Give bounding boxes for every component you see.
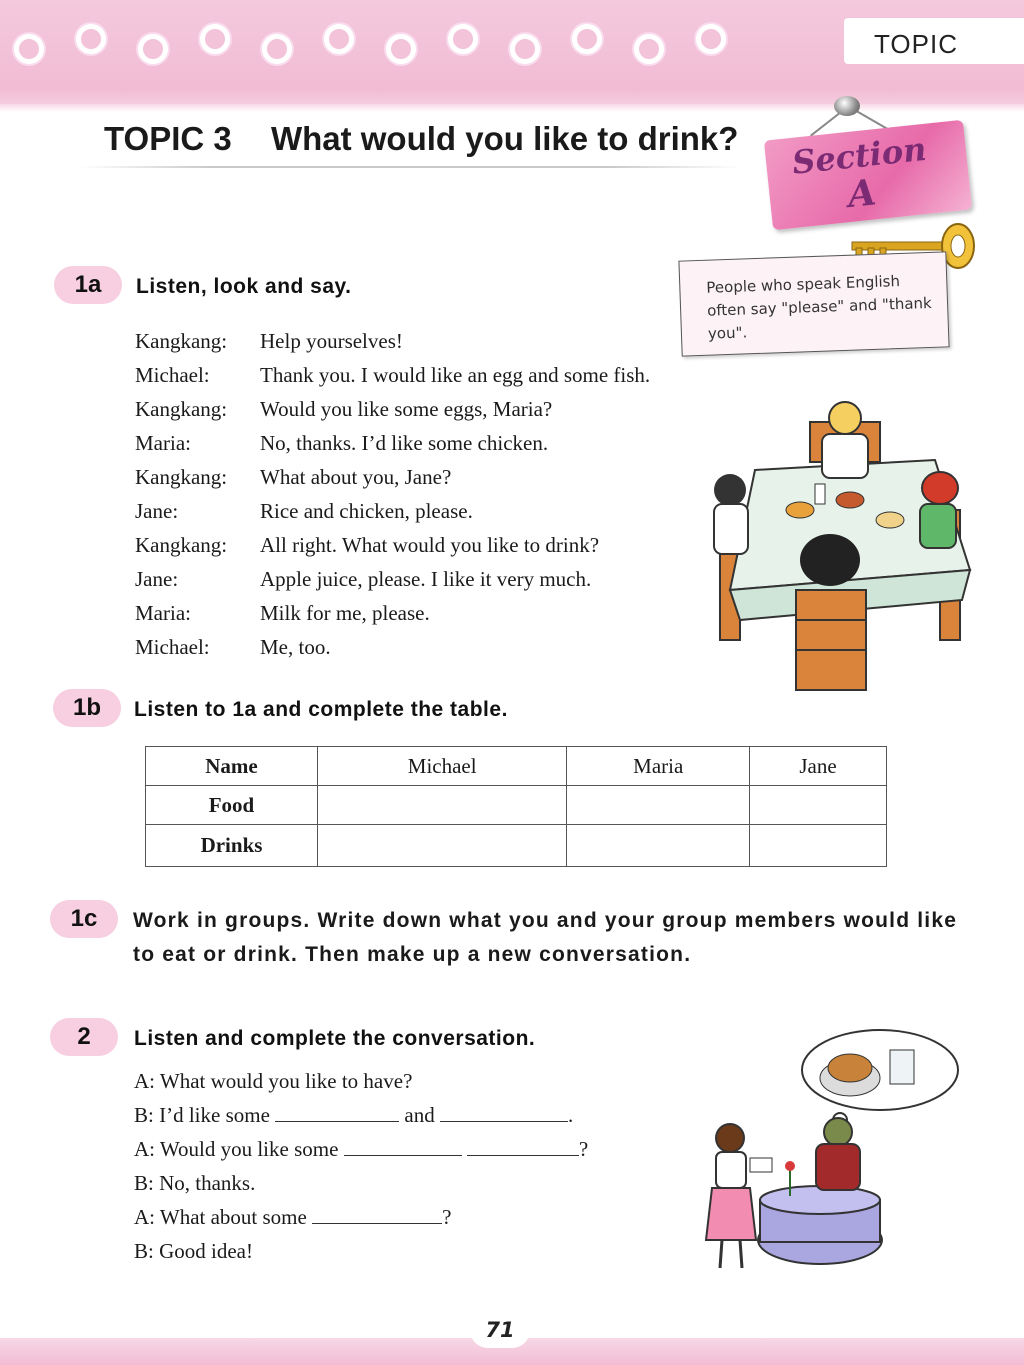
exercise-1a-badge: 1a [54, 266, 122, 304]
conversation-line [134, 1200, 588, 1234]
conversation-text: A: What about some [134, 1205, 307, 1229]
utterance: Help yourselves! [260, 329, 403, 353]
utterance: Rice and chicken, please. [260, 499, 473, 523]
answer-blank[interactable] [312, 1202, 442, 1224]
table-blank-cell[interactable] [318, 825, 567, 867]
table-header-row [146, 747, 887, 786]
conversation-line [134, 1234, 588, 1268]
table-row-label: Food [146, 786, 318, 825]
speaker: Jane: [135, 499, 179, 523]
dialogue-1a [135, 324, 735, 664]
conversation-text: A: What would you like to have? [134, 1069, 413, 1093]
speaker: Kangkang: [135, 465, 228, 489]
food-drinks-table [145, 746, 887, 867]
conversation-text: B: I’d like some [134, 1103, 270, 1127]
table-row [146, 786, 887, 825]
pin-icon [834, 96, 860, 116]
dialogue-line [135, 562, 735, 596]
dialogue-line [135, 630, 735, 664]
table-header-cell: Michael [318, 747, 567, 786]
dialogue-line [135, 596, 735, 630]
utterance: What about you, Jane? [260, 465, 452, 489]
utterance: Thank you. I would like an egg and some fish. [260, 363, 651, 387]
table-row-label: Drinks [146, 825, 318, 867]
conversation-line [134, 1098, 588, 1132]
topic-question: What would you like to drink? [270, 120, 739, 157]
dialogue-line [135, 426, 735, 460]
topic-tab-label: TOPIC [874, 29, 958, 59]
exercise-1b-instruction: Listen to 1a and complete the table. [134, 698, 508, 721]
speaker: Maria: [135, 431, 191, 455]
utterance: Apple juice, please. I like it very much. [260, 567, 592, 591]
header-band [0, 0, 1024, 112]
topic-tab [844, 18, 1024, 64]
dialogue-line [135, 324, 735, 358]
exercise-2-badge: 2 [50, 1018, 118, 1056]
speaker: Jane: [135, 567, 179, 591]
conversation-punct: . [567, 1103, 574, 1127]
conversation-punct: ? [442, 1205, 452, 1229]
speaker: Kangkang: [135, 329, 228, 353]
speaker: Maria: [135, 601, 191, 625]
table-header-cell: Maria [567, 747, 750, 786]
conversation-text: B: Good idea! [134, 1239, 253, 1263]
table-blank-cell[interactable] [750, 786, 887, 825]
utterance: Milk for me, please. [260, 601, 430, 625]
page-title [104, 120, 738, 158]
conversation-text: and [404, 1103, 435, 1127]
speaker: Kangkang: [135, 397, 228, 421]
exercise-1c-badge: 1c [50, 900, 118, 938]
dialogue-line [135, 528, 735, 562]
utterance: All right. What would you like to drink? [260, 533, 600, 557]
utterance: Me, too. [260, 635, 331, 659]
table-blank-cell[interactable] [750, 825, 887, 867]
conversation-line [134, 1166, 588, 1200]
table-row [146, 825, 887, 867]
dining-table-illustration [700, 400, 990, 700]
conversation-line [134, 1064, 588, 1098]
exercise-2-instruction: Listen and complete the conversation. [134, 1027, 536, 1050]
conversation-text: A: Would you like some [134, 1137, 339, 1161]
table-blank-cell[interactable] [567, 786, 750, 825]
conversation-punct: ? [578, 1137, 589, 1161]
table-blank-cell[interactable] [567, 825, 750, 867]
dialogue-line [135, 494, 735, 528]
answer-blank[interactable] [440, 1100, 568, 1122]
speaker: Kangkang: [135, 533, 228, 557]
conversation-2 [134, 1064, 588, 1268]
section-letter: A [845, 171, 878, 217]
table-header-cell: Jane [750, 747, 887, 786]
conversation-line [134, 1132, 588, 1166]
dialogue-line [135, 392, 735, 426]
title-divider [80, 166, 740, 168]
utterance: Would you like some eggs, Maria? [260, 397, 553, 421]
page-number: 71 [470, 1312, 530, 1348]
dialogue-line [135, 460, 735, 494]
section-word: Section [790, 129, 929, 182]
answer-blank[interactable] [344, 1134, 462, 1156]
answer-blank[interactable] [467, 1134, 579, 1156]
exercise-1a-instruction: Listen, look and say. [136, 275, 352, 298]
decorative-circle-row [14, 24, 754, 70]
table-blank-cell[interactable] [318, 786, 567, 825]
exercise-1c-instruction: Work in groups. Write down what you and your group members would like to eat or drink. Then make up a new conversation. [133, 909, 958, 966]
restaurant-illustration [690, 1020, 980, 1280]
tip-text: People who speak English often say "please" and "thank you". [706, 271, 932, 343]
utterance: No, thanks. I’d like some chicken. [260, 431, 549, 455]
conversation-text: B: No, thanks. [134, 1171, 256, 1195]
speaker: Michael: [135, 635, 210, 659]
section-sign [764, 120, 972, 230]
speaker: Michael: [135, 363, 210, 387]
dialogue-line [135, 358, 735, 392]
exercise-1b-badge: 1b [53, 689, 121, 727]
table-header-cell: Name [146, 747, 318, 786]
topic-number-label: TOPIC 3 [104, 120, 232, 157]
answer-blank[interactable] [275, 1100, 399, 1122]
